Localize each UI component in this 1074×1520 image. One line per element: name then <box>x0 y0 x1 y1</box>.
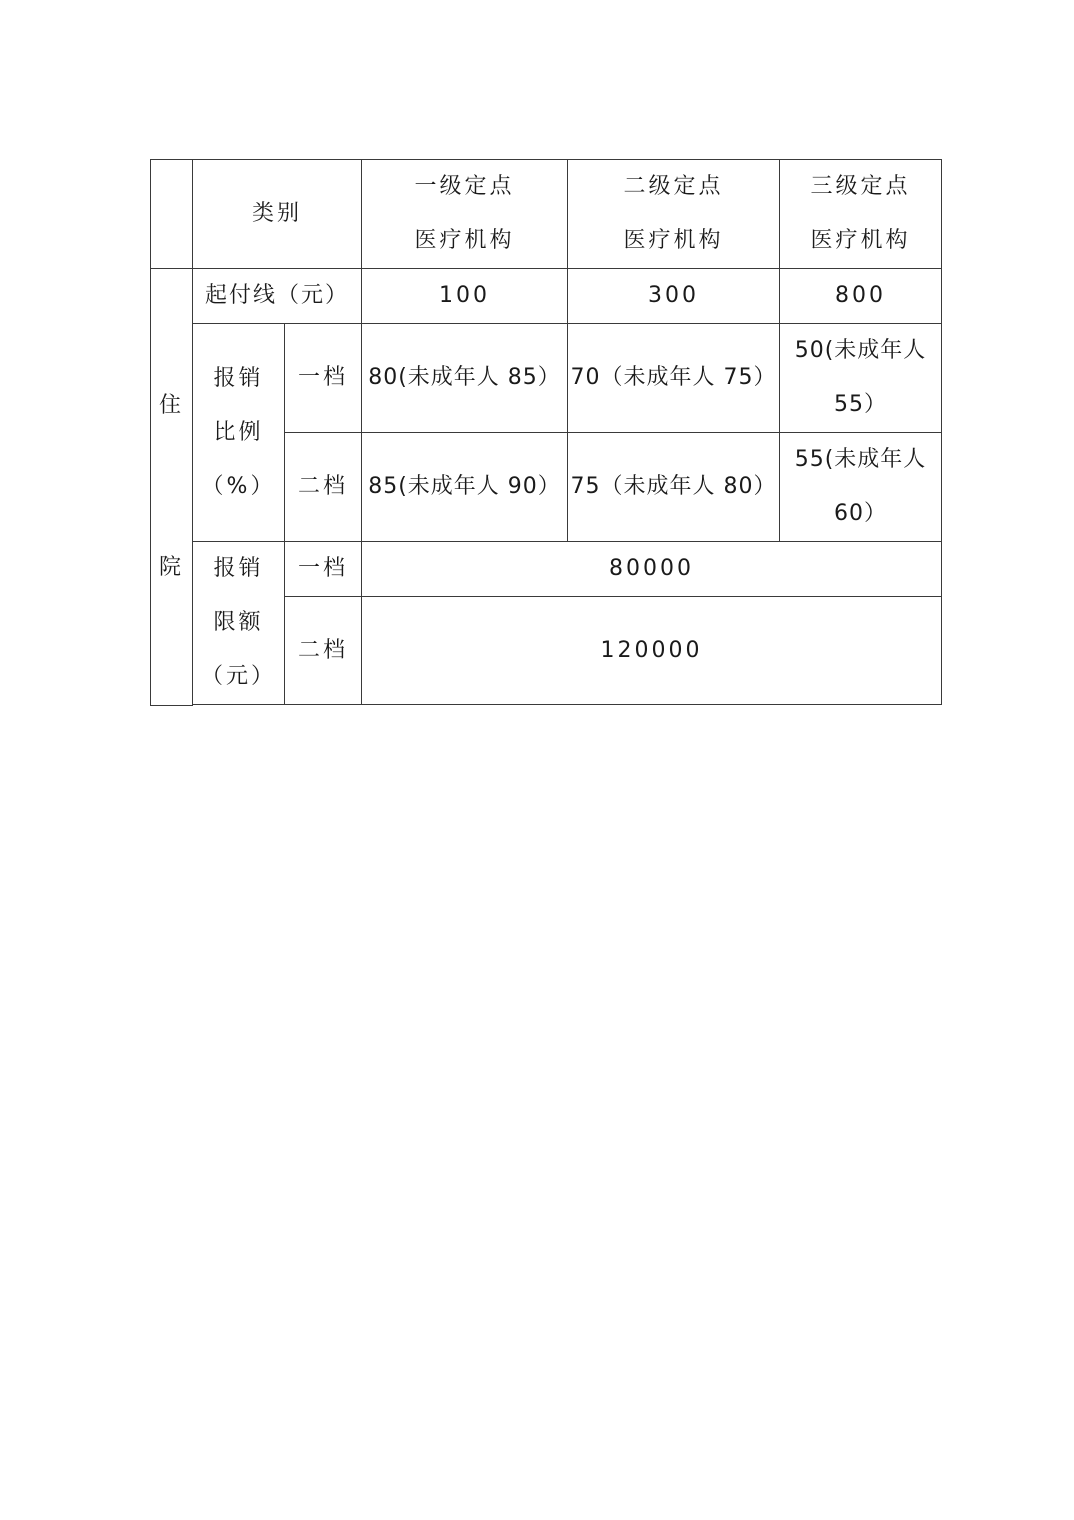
limit-tier1-row <box>151 542 942 597</box>
ratio-tier1-level3: 50(未成年人 55） <box>780 324 942 433</box>
ratio-tier1-name: 一档 <box>285 324 362 433</box>
header-level3-line1: 三级定点 <box>810 174 911 199</box>
header-level2-line1: 二级定点 <box>623 174 724 199</box>
header-level3 <box>780 160 942 269</box>
inpatient-section-label <box>151 269 193 706</box>
header-level1-line1: 一级定点 <box>414 174 515 199</box>
header-level2-line2: 医疗机构 <box>623 228 724 253</box>
header-level3-line2: 医疗机构 <box>810 228 911 253</box>
ratio-tier2-level3: 55(未成年人 60） <box>780 433 942 542</box>
deductible-label: 起付线（元） <box>193 269 362 324</box>
ratio-tier1-level2: 70（未成年人 75） <box>568 324 780 433</box>
reimbursement-table <box>150 159 942 706</box>
limit-tier2-name: 二档 <box>285 597 362 705</box>
limit-label-line2: 限额 <box>213 610 264 635</box>
header-level1 <box>362 160 568 269</box>
ratio-label-line1: 报销 <box>213 365 264 391</box>
deductible-level3: 800 <box>780 269 942 324</box>
section-label-char1: 住 <box>158 392 184 418</box>
ratio-label <box>193 324 285 542</box>
limit-tier2-value: 120000 <box>362 597 942 705</box>
ratio-label-line3: （%） <box>201 473 276 499</box>
deductible-row <box>151 269 942 324</box>
ratio-tier1-row <box>151 324 942 433</box>
header-corner-cell <box>151 160 193 269</box>
limit-tier1-value: 80000 <box>362 542 942 597</box>
ratio-label-line2: 比例 <box>213 419 264 445</box>
section-label-char2: 院 <box>158 554 184 580</box>
limit-label-line3: （元） <box>200 664 276 689</box>
header-category: 类别 <box>193 160 362 269</box>
limit-label-line1: 报销 <box>213 556 264 581</box>
header-level2 <box>568 160 780 269</box>
ratio-tier2-level1: 85(未成年人 90） <box>362 433 568 542</box>
header-level1-line2: 医疗机构 <box>414 228 515 253</box>
ratio-tier2-level2: 75（未成年人 80） <box>568 433 780 542</box>
header-row <box>151 160 942 269</box>
ratio-tier2-name: 二档 <box>285 433 362 542</box>
ratio-tier1-level1: 80(未成年人 85） <box>362 324 568 433</box>
limit-tier1-name: 一档 <box>285 542 362 597</box>
deductible-level2: 300 <box>568 269 780 324</box>
limit-label <box>193 542 285 705</box>
deductible-level1: 100 <box>362 269 568 324</box>
